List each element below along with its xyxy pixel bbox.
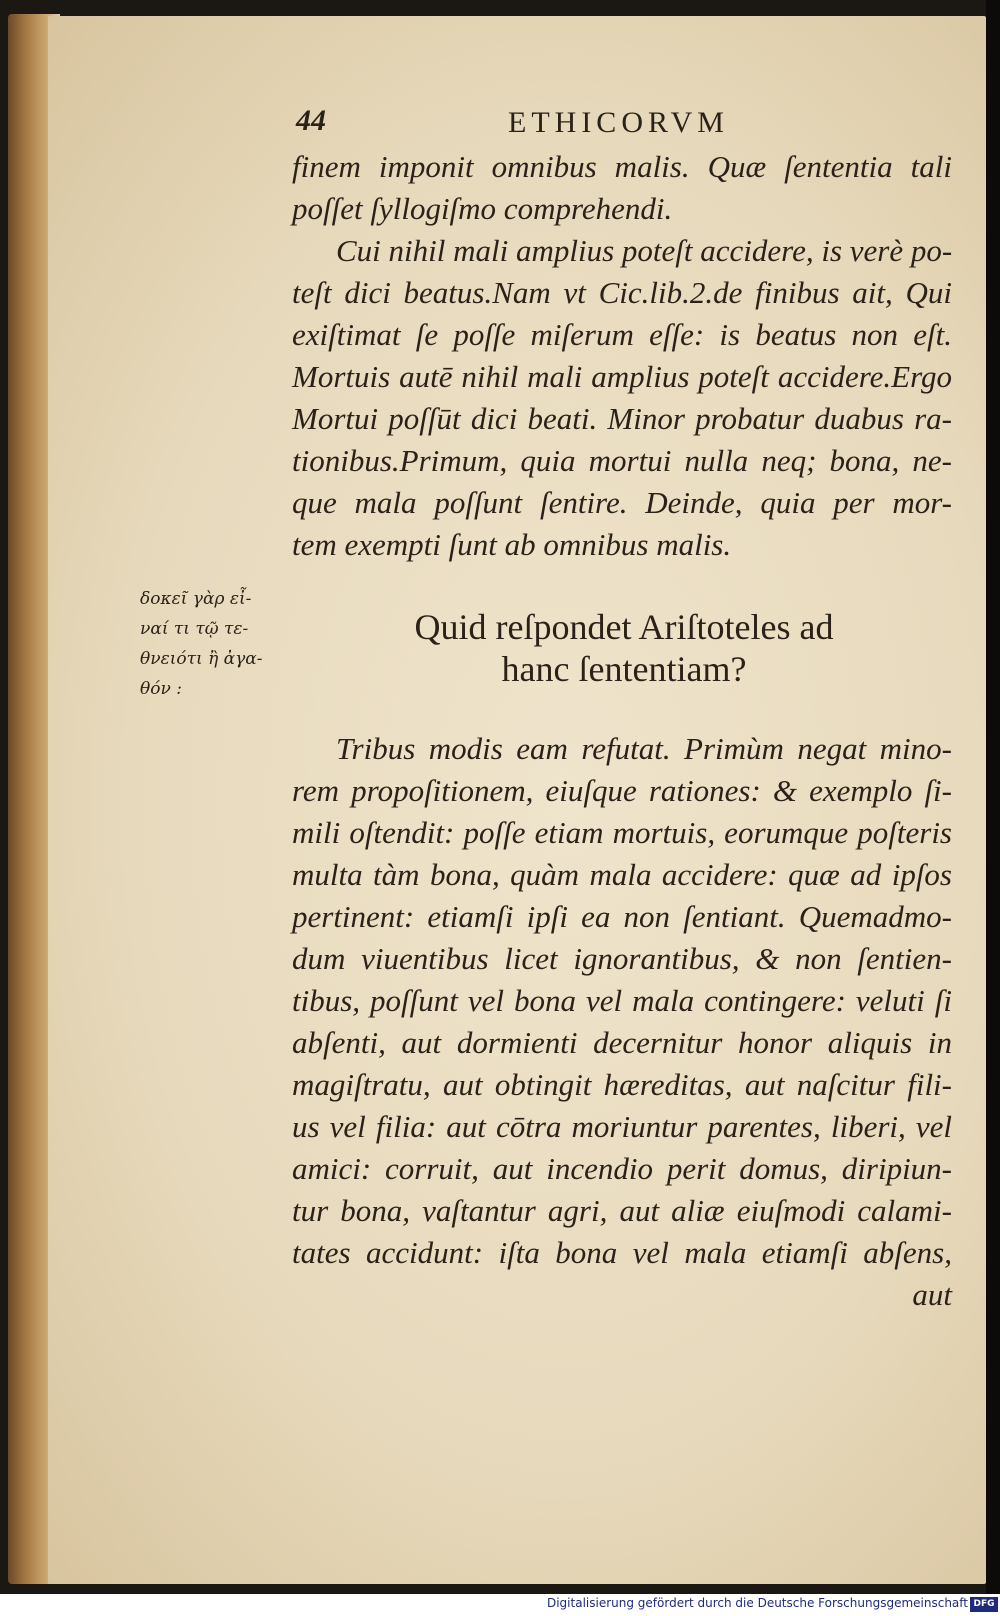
text-line: rem propoſitionem, eiuſque rationes: & exemplo ſi- (292, 773, 952, 808)
text-line: Tribus modis eam refutat. Primùm negat mino- (336, 731, 952, 766)
page-header (286, 104, 966, 144)
text-line: exiſtimat ſe poſſe miſerum eſſe: is beatus non eſt. (292, 317, 952, 352)
text-block-b (292, 728, 952, 1316)
footer-bar (0, 1594, 1000, 1616)
text-line: abſenti, aut dormienti decernitur honor aliquis in (292, 1025, 952, 1060)
marginal-line: ναί τι τῷ τε- (140, 619, 249, 639)
running-title: ETHICORVM (508, 106, 729, 139)
text-line: tionibus.Primum, quia mortui nulla neq; bona, ne- (292, 443, 952, 478)
text-line: Cui nihil mali amplius poteſt accidere, is verè po- (336, 233, 953, 268)
marginal-line: δοκεῖ γὰρ εἶ- (140, 589, 252, 609)
text-line: magiſtratu, aut obtingit hæreditas, aut naſcitur fili- (292, 1067, 952, 1102)
catchword: aut (912, 1277, 952, 1312)
text-line: que mala poſſunt ſentire. Deinde, quia per mor- (292, 485, 952, 520)
text-line: pertinent: etiamſi ipſi ea non ſentiant. Quemadmo- (292, 899, 952, 934)
footer-credit: Digitalisierung gefördert durch die Deutsche Forschungsgemeinschaft (546, 1596, 968, 1610)
text-line: amici: corruit, aut incendio perit domus, diripiun- (292, 1151, 952, 1186)
marginal-greek-note (140, 584, 290, 704)
section-heading (300, 606, 948, 690)
marginal-line: θνειότι ἢ ἀγα- (140, 649, 263, 669)
page-number: 44 (296, 104, 326, 137)
text-line: tur bona, vaſtantur agri, aut aliæ eiuſmodi calami- (292, 1193, 952, 1228)
text-line: dum viuentibus licet ignorantibus, & non ſentien- (292, 941, 952, 976)
heading-line: Quid reſpondet Ariſtoteles ad (414, 607, 834, 647)
text-line: finem imponit omnibus malis. Quæ ſententia tali (292, 149, 952, 184)
text-line: multa tàm bona, quàm mala accidere: quæ ad ipſos (292, 857, 952, 892)
text-line: tibus, poſſunt vel bona vel mala contingere: veluti ſi (292, 983, 952, 1018)
text-line: mili oſtendit: poſſe etiam mortuis, eorumque poſteris (292, 815, 952, 850)
text-line: Mortui poſſūt dici beati. Minor probatur duabus ra- (292, 401, 952, 436)
text-line: tem exempti ſunt ab omnibus malis. (292, 527, 732, 562)
text-line: poſſet ſyllogiſmo comprehendi. (292, 191, 673, 226)
text-line: us vel filia: aut cōtra moriuntur parentes, liberi, vel (292, 1109, 952, 1144)
text-block-a (292, 146, 952, 566)
text-line: teſt dici beatus.Nam vt Cic.lib.2.de finibus ait, Qui (292, 275, 952, 310)
text-line: Mortuis autē nihil mali amplius poteſt accidere.Ergo (292, 359, 952, 394)
scan-right-border (986, 0, 1000, 1594)
dfg-logo: DFG (970, 1597, 998, 1612)
heading-line: hanc ſententiam? (501, 649, 747, 689)
marginal-line: θόν : (140, 679, 182, 699)
text-line: tates accidunt: iſta bona vel mala etiamſi abſens, (292, 1235, 952, 1270)
